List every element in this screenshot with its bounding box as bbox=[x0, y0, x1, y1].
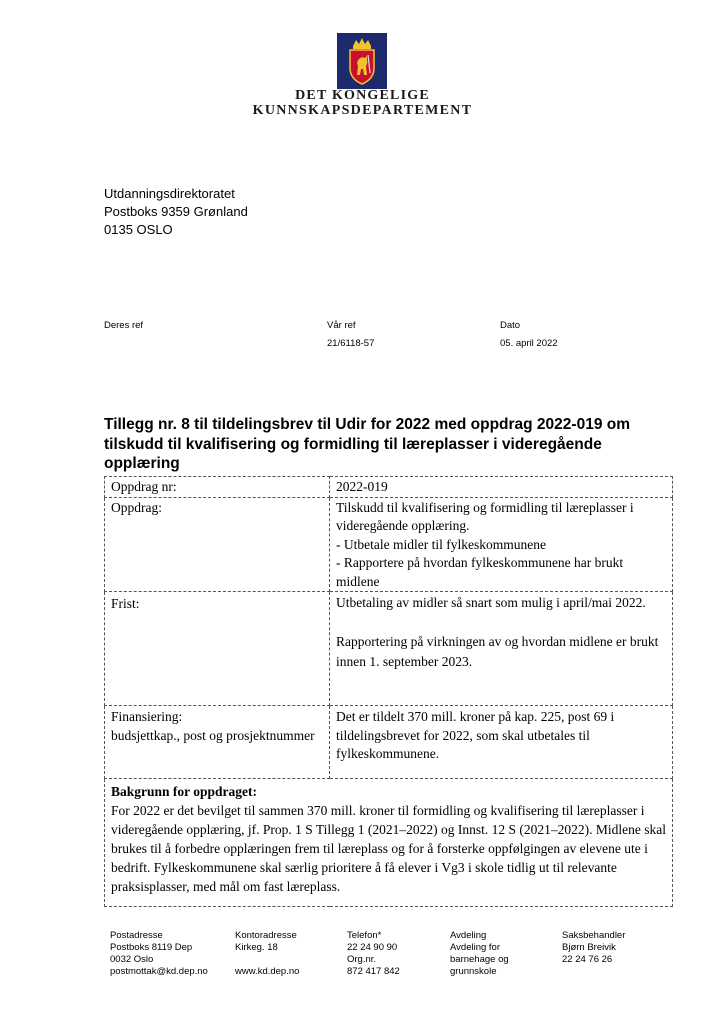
table-row bbox=[105, 706, 673, 779]
var-ref-value: 21/6118-57 bbox=[327, 338, 375, 349]
department-name-line2: KUNNSKAPSDEPARTEMENT bbox=[252, 103, 473, 118]
frist-label: Frist: bbox=[105, 592, 330, 706]
bakgrunn-text: For 2022 er det bevilget til sammen 370 mill. kroner til formidling og kvalifisering til læreplasser i videregående opplæring, jf. Prop. 1 S Tillegg 1 (2021–2022) og Innst. 12 S (2021–2022). Midlene skal brukes til å forbedre opplæringen frem til læreplass og for å forsterke oppfølgingen av elevene ute i bedrift. Fylkeskommunene skal særlig prioritere å få elever i Vg3 i skole tidlig ut til relevante praksisplasser, med mål om fast læreplass. bbox=[111, 803, 666, 894]
finansiering-label: Finansiering: bbox=[111, 709, 183, 724]
footer-email: postmottak@kd.dep.no bbox=[110, 966, 208, 977]
footer-kontoradresse bbox=[235, 930, 299, 978]
footer-line: grunnskole bbox=[450, 966, 497, 977]
coat-of-arms-icon bbox=[337, 33, 387, 89]
footer-saksbehandler bbox=[562, 930, 625, 966]
finansiering-sublabel: budsjettkap., post og prosjektnummer bbox=[111, 727, 315, 743]
department-name-line1: DET KONGELIGE bbox=[295, 88, 430, 103]
recipient-postal: 0135 OSLO bbox=[104, 222, 173, 237]
frist-text-1: Utbetaling av midler så snart som mulig i april/mai 2022. bbox=[336, 595, 646, 610]
frist-cell bbox=[330, 592, 673, 706]
footer-telefon bbox=[347, 930, 400, 978]
footer-heading: Telefon* bbox=[347, 930, 382, 941]
footer-line: 22 24 90 90 bbox=[347, 942, 398, 953]
footer-heading: Kontoradresse bbox=[235, 930, 297, 941]
footer-line: Bjørn Breivik bbox=[562, 942, 616, 953]
recipient-address bbox=[104, 185, 248, 239]
oppdrag-nr-label: Oppdrag nr: bbox=[105, 477, 330, 498]
finansiering-text: Det er tildelt 370 mill. kroner på kap. 225, post 69 i tildelingsbrevet for 2022, som skal utbetales til fylkeskommunene. bbox=[330, 706, 673, 779]
oppdrag-bullet: - Utbetale midler til fylkeskommunene bbox=[336, 536, 546, 552]
oppdrag-bullet: - Rapportere på hvordan fylkeskommunene har brukt midlene bbox=[336, 555, 624, 589]
footer-heading: Avdeling bbox=[450, 930, 487, 941]
oppdrag-cell bbox=[330, 497, 673, 592]
footer-line: Org.nr. bbox=[347, 954, 377, 965]
var-ref-label: Vår ref bbox=[327, 320, 356, 331]
footer-heading: Saksbehandler bbox=[562, 930, 626, 941]
footer-line bbox=[235, 954, 299, 966]
table-row bbox=[105, 592, 673, 706]
footer-line: Kirkeg. 18 bbox=[235, 942, 278, 953]
recipient-name: Utdanningsdirektoratet bbox=[104, 186, 235, 201]
table-row bbox=[105, 477, 673, 498]
bakgrunn-cell bbox=[105, 779, 673, 907]
oppdrag-text: Tilskudd til kvalifisering og formidling til læreplasser i videregående opplæring. bbox=[336, 499, 634, 533]
footer-line: 0032 Oslo bbox=[110, 954, 154, 965]
dato-value: 05. april 2022 bbox=[500, 338, 558, 349]
footer-line: Postboks 8119 Dep bbox=[110, 942, 193, 953]
footer-avdeling bbox=[450, 930, 509, 978]
footer-website: www.kd.dep.no bbox=[235, 966, 300, 977]
footer-line: 22 24 76 26 bbox=[562, 954, 613, 965]
finansiering-label-cell bbox=[105, 706, 330, 779]
dato-label: Dato bbox=[500, 320, 521, 331]
footer-line: 872 417 842 bbox=[347, 966, 400, 977]
footer-line: barnehage og bbox=[450, 954, 509, 965]
recipient-street: Postboks 9359 Grønland bbox=[104, 204, 248, 219]
footer-line: Avdeling for bbox=[450, 942, 500, 953]
table-row bbox=[105, 779, 673, 907]
footer-heading: Postadresse bbox=[110, 930, 163, 941]
assignment-table bbox=[104, 476, 673, 907]
deres-ref-label: Deres ref bbox=[104, 320, 144, 331]
frist-text-2: Rapportering på virkningen av og hvordan midlene er brukt innen 1. september 2023. bbox=[336, 634, 659, 669]
oppdrag-nr-value: 2022-019 bbox=[330, 477, 673, 498]
footer-postadresse bbox=[110, 930, 208, 978]
bakgrunn-heading: Bakgrunn for oppdraget: bbox=[111, 784, 258, 799]
page-title: Tillegg nr. 8 til tildelingsbrev til Udir for 2022 med oppdrag 2022-019 om tilskudd til kvalifisering og formidling til læreplasser i videregående opplæring bbox=[104, 416, 630, 472]
table-row bbox=[105, 497, 673, 592]
oppdrag-label: Oppdrag: bbox=[105, 497, 330, 592]
